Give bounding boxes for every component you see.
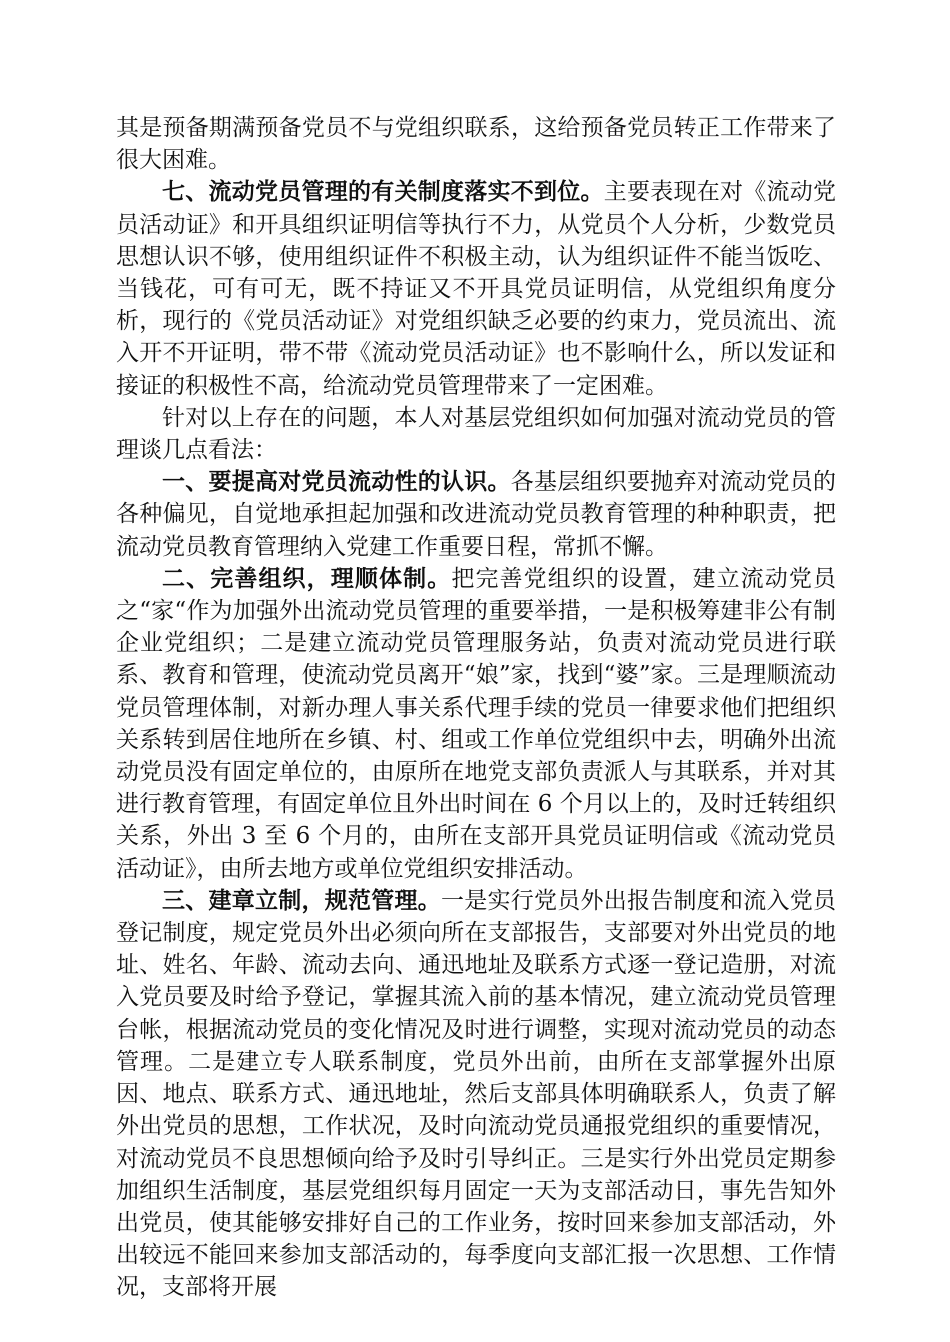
document-page — [116, 112, 836, 1304]
paragraph-text: 一是实行党员外出报告制度和流入党员登记制度，规定党员外出必须向所在支部报告，支部要对外出党员的地址、姓名、年龄、流动去向、通迅地址及联系方式逐一登记造册，对流入党员要及时给予登记，掌握其流入前的基本情况，建立流动党员管理台帐，根据流动党员的变化情况及时进行调整，实现对流动党员的动态管理。二是建立专人联系制度，党员外出前，由所在支部掌握外出原因、地点、联系方式、通迅地址，然后支部具体明确联系人，负责了解外出党员的思想，工作状况，及时向流动党员通报党组织的重要情况，对流动党员不良思想倾向给予及时引导纠正。三是实行外出党员定期参加组织生活制度，基层党组织每月固定一天为支部活动日，事先告知外出党员，使其能够安排好自己的工作业务，按时回来参加支部活动，外出较远不能回来参加支部活动的，每季度向支部汇报一次思想、工作情况，支部将开展 — [116, 887, 836, 1301]
paragraph-suggestion-one — [116, 466, 836, 563]
paragraph-heading: 一、要提高对党员流动性的认识。 — [162, 468, 511, 496]
paragraph-text: 主要表现在对《流动党员活动证》和开具组织证明信等执行不力，从党员个人分析，少数党员思想认识不够，使用组织证件不积极主动，认为组织证件不能当饭吃、当钱花，可有可无，既不持证又不开具党员证明信，从党组织角度分析，现行的《党员活动证》对党组织缺乏必要的约束力，党员流出、流入开不开证明，带不带《流动党员活动证》也不影响什么，所以发证和接证的积极性不高，给流动党员管理带来了一定困难。 — [116, 179, 836, 399]
paragraph-intro-suggestions — [116, 402, 836, 466]
paragraph-text: 把完善党组织的设置，建立流动党员之“家“作为加强外出流动党员管理的重要举措，一是积极筹建非公有制企业党组织；二是建立流动党员管理服务站，负责对流动党员进行联系、教育和管理，使流动党员离开“娘”家，找到“婆”家。三是理顺流动党员管理体制，对新办理人事关系代理手续的党员一律要求他们把组织关系转到居住地所在乡镇、村、组或工作单位党组织中去，明确外出流动党员没有固定单位的，由原所在地党支部负责派人与其联系，并对其进行教育管理，有固定单位且外出时间在 6 个月以上的，及时迁转组织关系，外出 3 至 6 个月的，由所在支部开具党员证明信或《流动党员活动证》，由所去地方或单位党组织安排活动。 — [116, 565, 837, 882]
paragraph-text: 针对以上存在的问题，本人对基层党组织如何加强对流动党员的管理谈几点看法： — [116, 404, 836, 464]
paragraph-suggestion-three — [116, 885, 836, 1304]
paragraph-heading: 七、流动党员管理的有关制度落实不到位。 — [162, 178, 604, 206]
paragraph-heading: 二、完善组织，理顺体制。 — [162, 564, 452, 592]
paragraph-heading: 三、建章立制，规范管理。 — [162, 886, 441, 914]
paragraph-suggestion-two — [116, 563, 836, 885]
paragraph-text: 其是预备期满预备党员不与党组织联系，这给预备党员转正工作带来了很大困难。 — [116, 115, 836, 174]
paragraph-section-seven — [116, 176, 836, 401]
paragraph-continuation — [116, 112, 836, 176]
paragraph-text: 各基层组织要抛弃对流动党员的各种偏见，自觉地承担起加强和改进流动党员教育管理的种种职责，把流动党员教育管理纳入党建工作重要日程，常抓不懈。 — [116, 469, 836, 560]
